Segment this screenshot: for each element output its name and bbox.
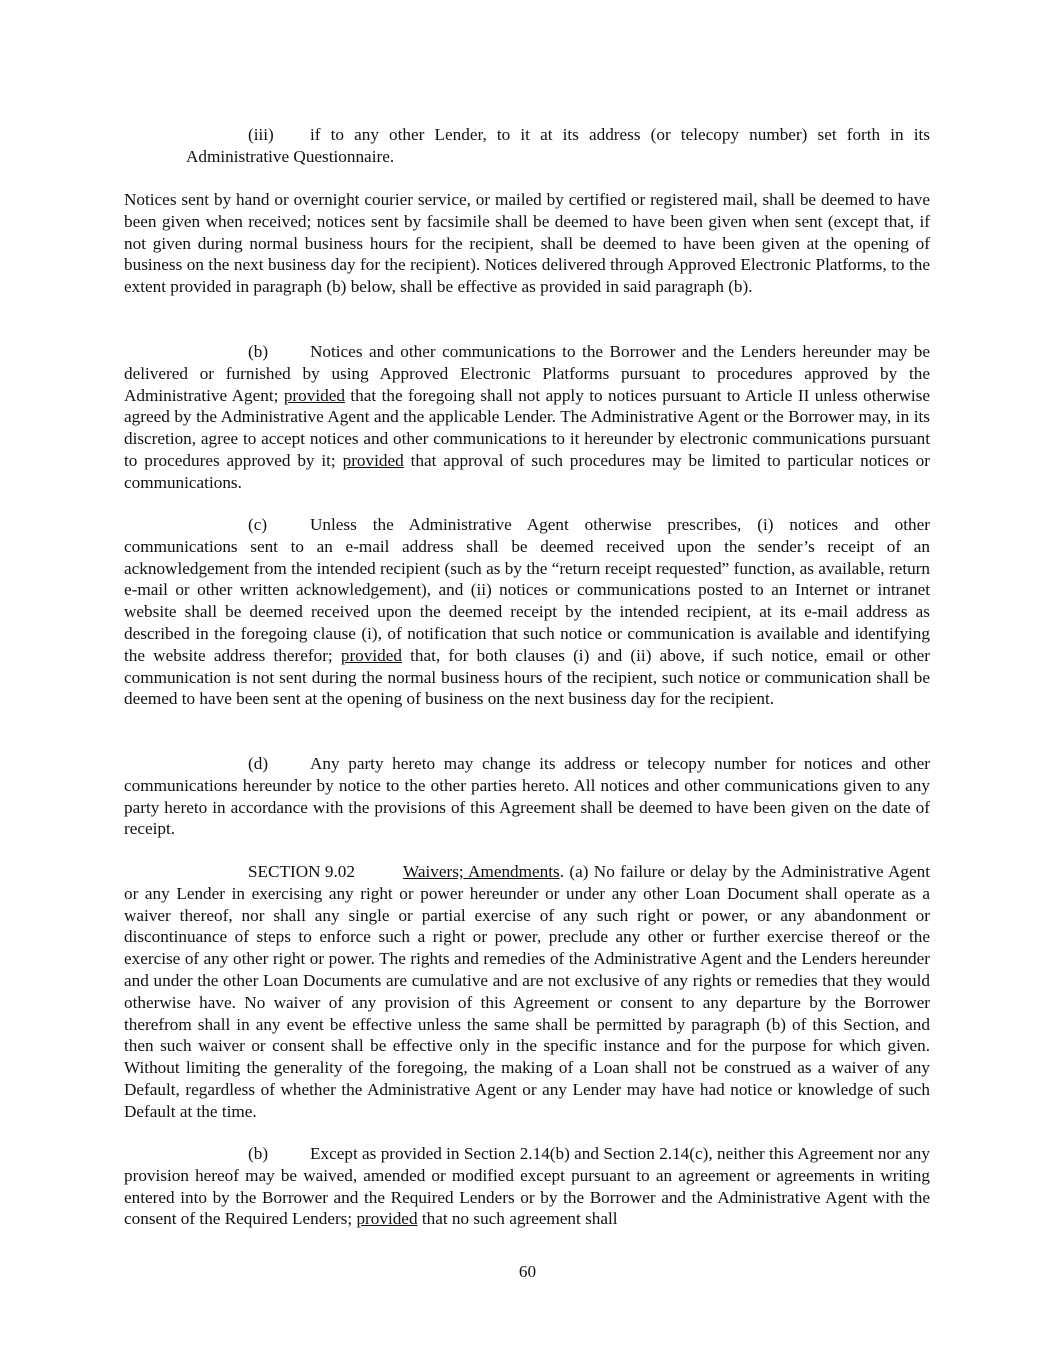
provided-term: provided xyxy=(340,645,402,665)
paragraph-text: Any party hereto may change its address or telecopy number for notices and other communications hereunder by notice to the other parties hereto. All notices and other communications given to any party hereto in accordance with the provisions of this Agreement shall be deemed to have been given on the date of receipt. xyxy=(124,754,930,839)
paragraph-text: that no such agreement shall xyxy=(417,1209,618,1229)
section-text: . (a) No failure or delay by the Administrative Agent or any Lender in exercising any right or power hereunder or under any other Loan Document shall operate as a waiver thereof, nor shall any single or partial exercise of any such right or power, or any abandonment or discontinuance of steps to enforce such a right or power, preclude any other or further exercise thereof or the exercise of any other right or power. The rights and remedies of the Administrative Agent and the Lenders hereunder and under the other Loan Documents are cumulative and are not exclusive of any rights or remedies that they would otherwise have. No waiver of any provision of this Agreement or consent to any departure by the Borrower therefrom shall in any event be effective unless the same shall be permitted by paragraph (b) of this Section, and then such waiver or consent shall be effective only in the specific instance and for the purpose for which given. Without limiting the generality of the foregoing, the making of a Loan shall not be construed as a waiver of any Default, regardless of whether the Administrative Agent or any Lender may have had notice or knowledge of such Default at the time. xyxy=(124,862,930,1121)
paragraph-c xyxy=(124,514,930,710)
provided-term: provided xyxy=(283,385,345,405)
paragraph-label: (b) xyxy=(248,1144,269,1163)
section-9-02-paragraph-b xyxy=(124,1143,930,1230)
paragraph-text: Notices and other communications to the Borrower and the Lenders hereunder may be delivered or furnished by using Approved Electronic Platforms pursuant to procedures approved by the Administrative Agent; xyxy=(124,342,930,405)
page-number: 60 xyxy=(518,1262,537,1281)
paragraph-text: that the foregoing shall not apply to notices pursuant to Article II unless otherwise agreed by the Administrative Agent and the applicable Lender. The Administrative Agent or the Borrower may, in its discretion, agree to accept notices and other communications to it hereunder by electronic communications pursuant to procedures approved by it; xyxy=(124,385,930,470)
paragraph-text: that, for both clauses (i) and (ii) above, if such notice, email or other communication is not sent during the normal business hours of the recipient, such notice or communication shall be deemed to have been sent at the opening of business on the next business day for the recipient. xyxy=(124,645,930,709)
section-heading: Waivers; Amendments xyxy=(403,862,560,881)
notices-paragraph: Notices sent by hand or overnight courier service, or mailed by certified or registered mail, shall be deemed to have been given when received; notices sent by facsimile shall be deemed to have been given when sent (except that, if not given during normal business hours for the recipient, shall be deemed to have been given at the opening of business on the next business day for the recipient). Notices delivered through Approved Electronic Platforms, to the extent provided in paragraph (b) below, shall be effective as provided in said paragraph (b). xyxy=(124,190,930,297)
paragraph-text: Unless the Administrative Agent otherwise prescribes, (i) notices and other communications sent to an e-mail address shall be deemed received upon the sender’s receipt of an acknowledgement from the intended recipient (such as by the “return receipt requested” function, as available, return e-mail or other written acknowledgement), and (ii) notices or communications posted to an Internet or intranet website shall be deemed received upon the deemed receipt by the intended recipient, at its e-mail address as described in the foregoing clause (i), of notification that such notice or communication is available and identifying the website address therefor; xyxy=(124,515,930,665)
section-label: SECTION 9.02 xyxy=(248,862,355,881)
paragraph-label: (d) xyxy=(248,754,269,773)
provided-term: provided xyxy=(356,1209,418,1229)
paragraph-b xyxy=(124,341,930,494)
clause-label: (iii) xyxy=(248,125,274,144)
provided-term: provided xyxy=(342,450,404,470)
clause-text: if to any other Lender, to it at its address (or telecopy number) set forth in its Administrative Questionnaire. xyxy=(186,125,930,166)
section-9-02 xyxy=(124,861,930,1123)
paragraph-text: Except as provided in Section 2.14(b) and Section 2.14(c), neither this Agreement nor any provision hereof may be waived, amended or modified except pursuant to an agreement or agreements in writing entered into by the Borrower and the Required Lenders or by the Borrower and the Administrative Agent with the consent of the Required Lenders; xyxy=(124,1144,930,1229)
clause-iii xyxy=(186,124,930,168)
paragraph-label: (c) xyxy=(248,515,268,534)
paragraph-label: (b) xyxy=(248,342,269,361)
paragraph-text: that approval of such procedures may be limited to particular notices or communications. xyxy=(124,450,930,492)
paragraph-d xyxy=(124,753,930,840)
